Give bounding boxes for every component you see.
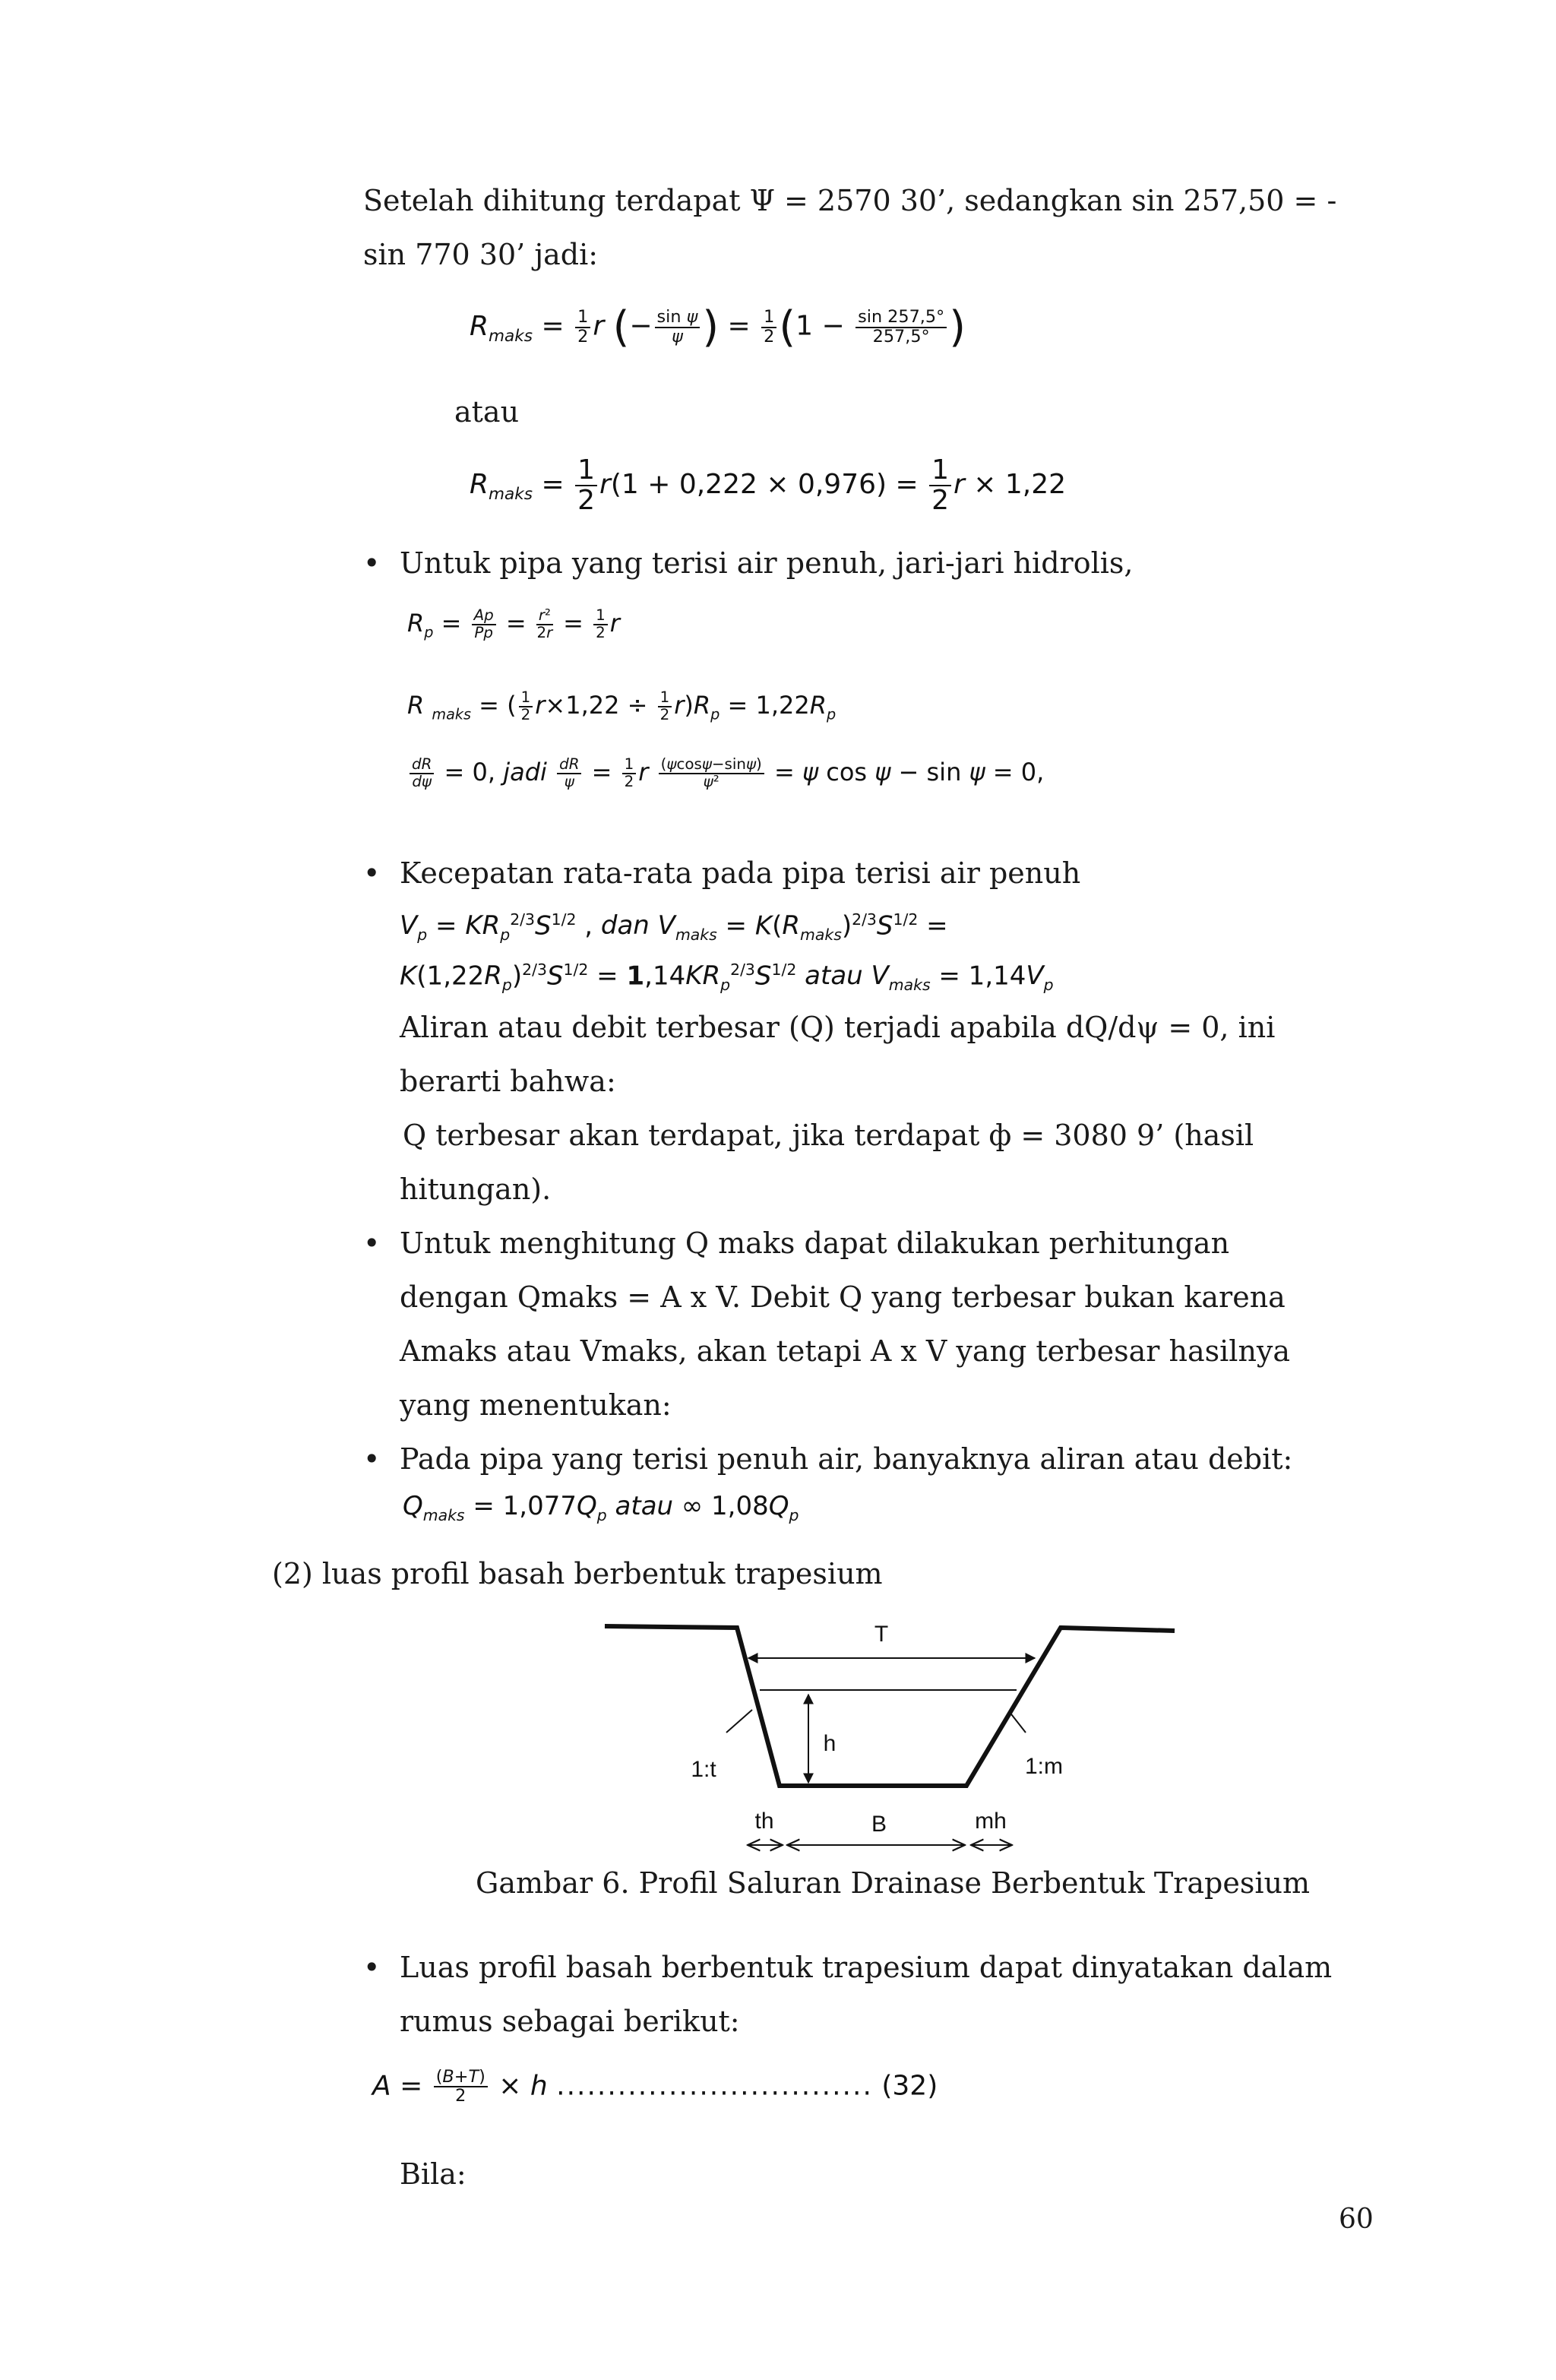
paragraph-line: berarti bahwa: xyxy=(400,1065,616,1098)
equation-qmaks: $Q_{maks} = 1,077Q_p$ atau ∞ $1,08Q_p$ xyxy=(403,1491,799,1524)
label-right-slope: 1:m xyxy=(1024,1754,1064,1779)
equation-velocity-2: $K(1,22R_p)^{2/3}S^{1/2} = 1,14KR_p^{2/3}S^{1/2}$ atau $V_{maks} = 1,14V_p$ xyxy=(400,961,1054,995)
paragraph-line: Aliran atau debit terbesar (Q) terjadi apabila dQ/dψ = 0, ini xyxy=(400,1011,1276,1044)
page-number: 60 xyxy=(1339,2204,1374,2235)
paragraph-line: rumus sebagai berikut: xyxy=(400,2005,740,2038)
bullet-icon: • xyxy=(363,1442,381,1476)
bullet-text: Kecepatan rata-rata pada pipa terisi air penuh xyxy=(400,856,1081,890)
bullet-icon: • xyxy=(363,1951,381,1984)
equation-rmaks-2: $R_{maks}$ = $\frac{1}{2}$ r(1 + 0,222 × 0,976) = $\frac{1}{2}$ r × 1,22 xyxy=(470,454,1067,516)
paragraph-line: Setelah dihitung terdapat Ψ = 2570 30’, sedangkan sin 257,50 = - xyxy=(363,184,1337,217)
paragraph-line: sin 770 30’ jadi: xyxy=(363,238,599,271)
paragraph-line: Luas profil basah berbentuk trapesium dapat dinyatakan dalam xyxy=(400,1951,1333,1984)
equation-area: A = $\frac{(B+T)}{2}$ × h ............................... (32) xyxy=(372,2067,938,2106)
equation-number: (32) xyxy=(881,2070,938,2102)
paragraph-line: dengan Qmaks = A x V. Debit Q yang terbesar bukan karena xyxy=(400,1280,1286,1314)
paragraph-line: Q terbesar akan terdapat, jika terdapat ф = 3080 9’ (hasil xyxy=(403,1119,1254,1152)
label-b: B xyxy=(871,1812,887,1837)
equation-velocity-1: $V_p = KR_p^{2/3}S^{1/2}$ , dan $V_{maks} = K(R_{maks})^{2/3}S^{1/2}$ = xyxy=(400,910,948,945)
label-t: T xyxy=(874,1622,889,1647)
left-slope-leader xyxy=(726,1710,752,1733)
paragraph-line: Bila: xyxy=(400,2157,466,2191)
label-h: h xyxy=(823,1731,837,1756)
label-th: th xyxy=(754,1809,774,1834)
equation-rp: $R_p$ = $\frac{Ap}{Pp}$ = $\frac{\text{r²}}{2r}$ = $\frac{1}{2}$ r xyxy=(407,606,620,641)
right-slope-leader xyxy=(1009,1711,1026,1733)
trapezoid-channel-diagram xyxy=(593,1611,1185,1862)
bullet-icon: • xyxy=(363,856,381,890)
atau-text: atau xyxy=(454,395,520,429)
figure-caption: Gambar 6. Profil Saluran Drainase Berbentuk Trapesium xyxy=(476,1866,1310,1900)
bullet-text: Untuk pipa yang terisi air penuh, jari-jari hidrolis, xyxy=(400,546,1134,580)
paragraph-line: yang menentukan: xyxy=(400,1388,672,1422)
bullet-text: Pada pipa yang terisi penuh air, banyaknya aliran atau debit: xyxy=(400,1442,1293,1476)
bullet-icon: • xyxy=(363,1226,381,1260)
section-heading: (2) luas profil basah berbentuk trapesium xyxy=(272,1557,883,1590)
equation-rmaks-1: $R_{maks}$ = $\frac{1}{2}$ r (− $\frac{\text{sin ψ}}{\psi}$ ) = $\frac{1}{2}$ (1 − $\frac{\sin 257,5^\circ}{257,5^\circ}$ ) xyxy=(470,302,966,352)
paragraph-line: hitungan). xyxy=(400,1173,552,1206)
equation-derivative: $\frac{dR}{d\psi}$ = 0, jadi $\frac{dR}{\psi}$ = $\frac{1}{2}$ r $\frac{(\psi\cos\psi-\sin\psi)}{\text{ψ²}}$ = ψ cos ψ − sin ψ = 0, xyxy=(407,757,1044,790)
label-mh: mh xyxy=(975,1809,1007,1834)
equation-rmaks-3: R $_{maks}$ = ( $\frac{1}{2}$ r×1,22 ÷ $\frac{1}{2}$ $r)R_p = 1,22R_p$ xyxy=(407,688,837,723)
paragraph-line: Untuk menghitung Q maks dapat dilakukan perhitungan xyxy=(400,1226,1230,1260)
label-left-slope: 1:t xyxy=(691,1757,716,1782)
bullet-icon: • xyxy=(363,546,381,580)
paragraph-line: Amaks atau Vmaks, akan tetapi A x V yang terbesar hasilnya xyxy=(400,1334,1291,1368)
